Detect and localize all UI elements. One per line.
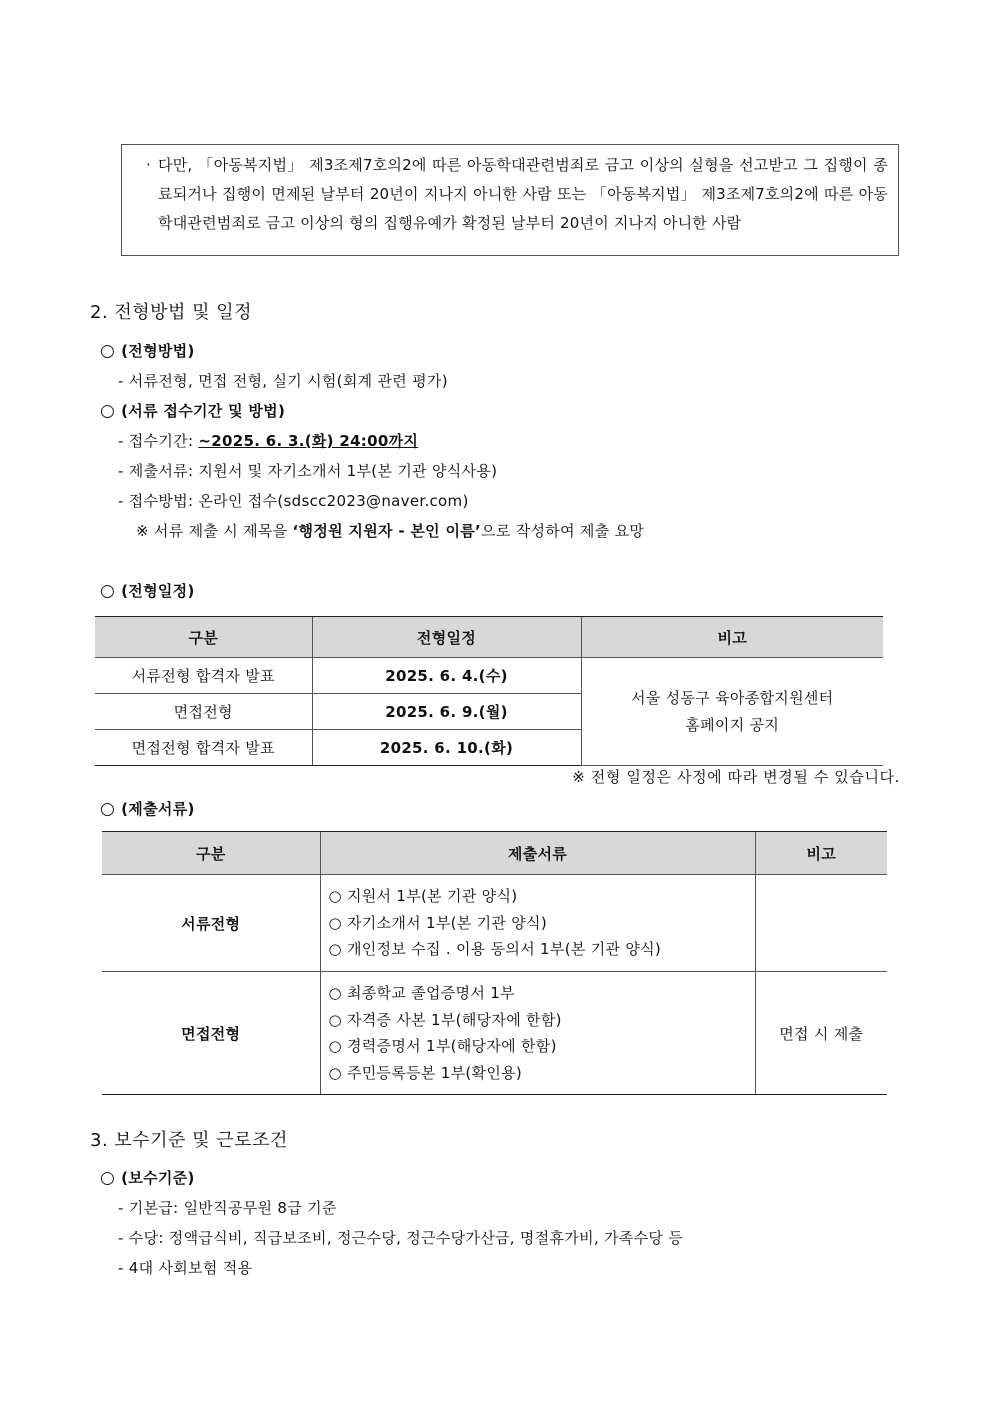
circle-icon: ○ [100,799,116,819]
stage-cell: 면접전형 [102,972,320,1095]
stage-cell: 면접전형 [95,694,312,730]
circle-icon: ○ [100,401,116,421]
application-period: - 접수기간: ~2025. 6. 3.(화) 24:00까지 [118,432,419,450]
list-item: ○ 지원서 1부(본 기관 양식) [328,887,518,906]
date-cell: 2025. 6. 4.(수) [312,658,581,694]
notice-text: 다만, 「아동복지법」 제3조제7호의2에 따른 아동학대관련범죄로 금고 이상의 실형을 선고받고 그 집행이 종료되거나 집행이 면제된 날부터 20년이 지나지 아니한 사람 또는 「아동복지법」 제3조제7호의2에 따른 아동학대관련범죄로 금고 이상의 형의 집행유예가 확정된 날부터 20년이 지나지 아니한 사람 [158,156,888,232]
method-heading: ○ (전형방법) [100,341,195,361]
note-cell: 면접 시 제출 [755,972,887,1095]
note-cell [755,875,887,972]
circle-icon: ○ [100,341,116,361]
application-method: - 접수방법: 온라인 접수(sdscc2023@naver.com) [118,492,469,510]
table-header: 비고 [581,617,883,658]
table-header: 구분 [95,617,312,658]
date-cell: 2025. 6. 9.(월) [312,694,581,730]
pay-heading: ○ (보수기준) [100,1168,195,1188]
schedule-table [95,616,883,766]
circle-icon: ○ [100,581,116,601]
docs-cell [320,875,755,972]
section3-title: 3. 보수기준 및 근로조건 [90,1130,288,1151]
pay-line: - 수당: 정액급식비, 직급보조비, 정근수당, 정근수당가산금, 명절휴가비, 가족수당 등 [118,1229,684,1247]
application-heading: ○ (서류 접수기간 및 방법) [100,401,286,421]
application-docs: - 제출서류: 지원서 및 자기소개서 1부(본 기관 양식사용) [118,462,498,480]
section2-title: 2. 전형방법 및 일정 [90,302,253,323]
notice-box [121,144,899,256]
circle-icon: ○ [100,1168,116,1188]
table-header: 전형일정 [312,617,581,658]
table-header: 비고 [755,832,887,875]
list-item: ○ 자격증 사본 1부(해당자에 한함) [328,1010,562,1029]
documents-table [102,831,887,1095]
list-item: ○ 자기소개서 1부(본 기관 양식) [328,913,547,932]
table-row [102,875,887,972]
schedule-remark: ※ 전형 일정은 사정에 따라 변경될 수 있습니다. [572,768,900,786]
note-cell: 서울 성동구 육아종합지원센터 홈페이지 공지 [581,658,883,766]
table-header: 제출서류 [320,832,755,875]
application-note: ※ 서류 제출 시 제목을 ‘행정원 지원자 - 본인 이름’으로 작성하여 제출 요망 [136,522,645,540]
stage-cell: 서류전형 합격자 발표 [95,658,312,694]
stage-cell: 서류전형 [102,875,320,972]
table-row [95,658,883,694]
table-row [102,972,887,1095]
method-line: - 서류전형, 면접 전형, 실기 시험(회계 관련 평가) [118,372,448,390]
list-item: ○ 최종학교 졸업증명서 1부 [328,984,515,1002]
pay-line: - 기본급: 일반직공무원 8급 기준 [118,1199,337,1217]
date-cell: 2025. 6. 10.(화) [312,730,581,766]
notice-bullet: · [146,156,151,174]
stage-cell: 면접전형 합격자 발표 [95,730,312,766]
list-item: ○ 경력증명서 1부(해당자에 한함) [328,1037,557,1055]
period-value: ~2025. 6. 3.(화) 24:00까지 [198,432,419,450]
list-item: ○ 개인정보 수집 . 이용 동의서 1부(본 기관 양식) [328,940,662,959]
schedule-heading: ○ (전형일정) [100,581,195,601]
docs-cell [320,972,755,1095]
table-header: 구분 [102,832,320,875]
list-item: ○ 주민등록등본 1부(확인용) [328,1063,523,1082]
documents-heading: ○ (제출서류) [100,799,195,819]
pay-line: - 4대 사회보험 적용 [118,1259,253,1277]
